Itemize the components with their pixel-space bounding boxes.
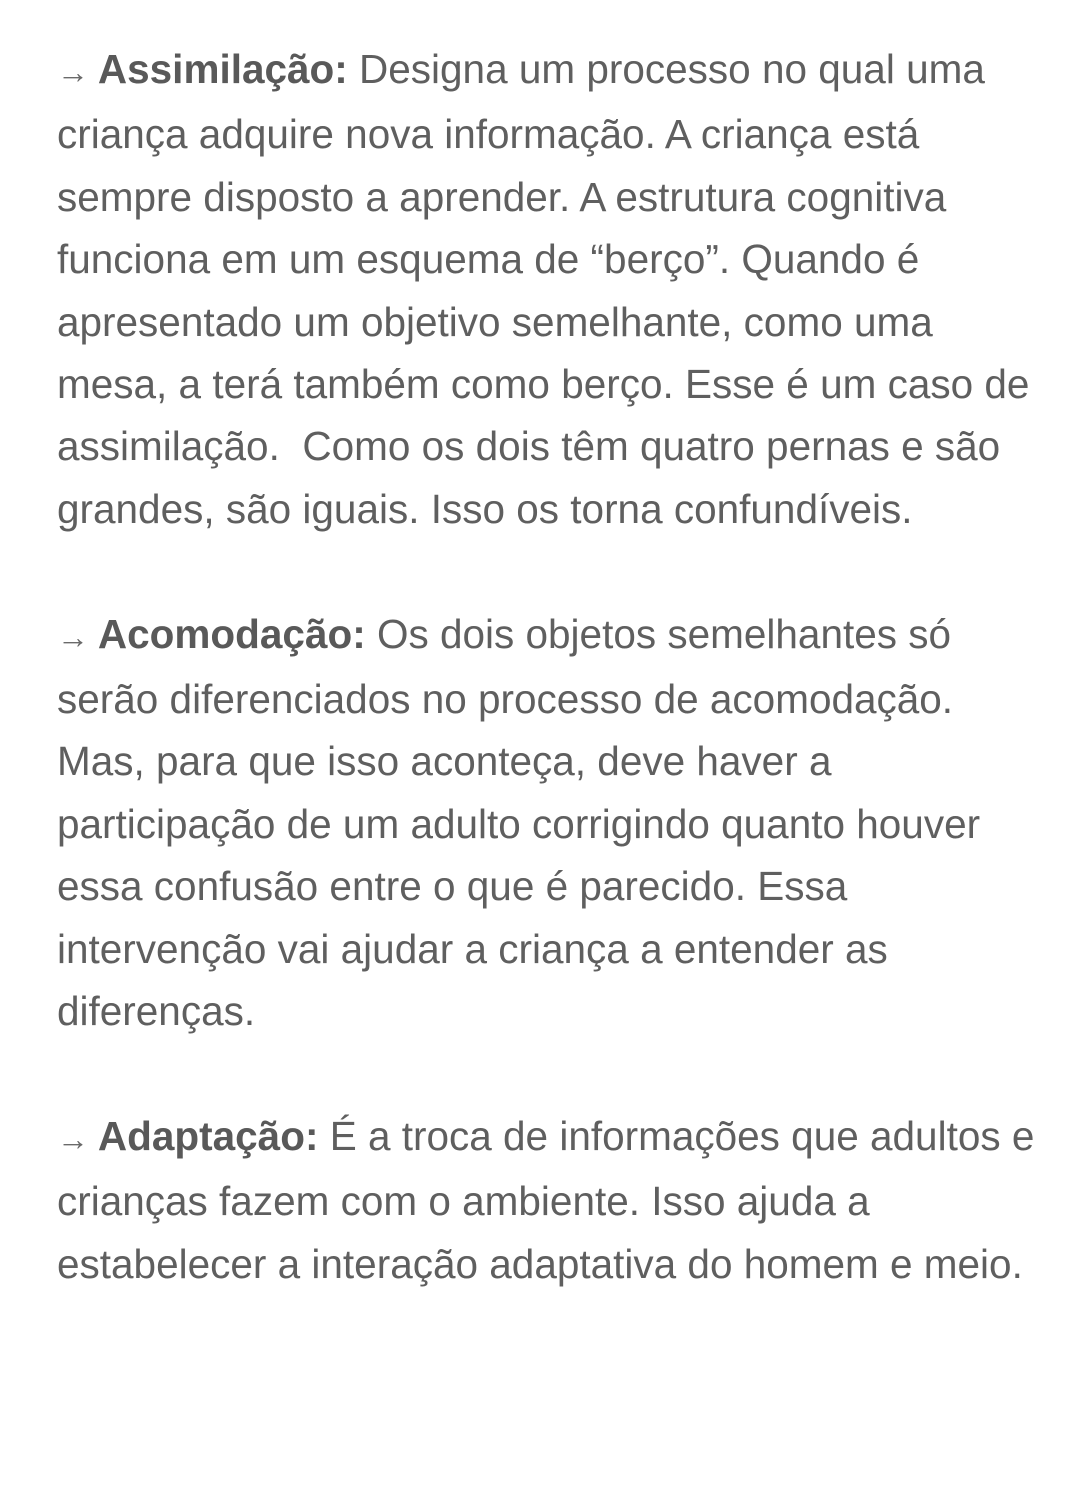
arrow-right-icon: → [57, 54, 98, 90]
paragraph-adaptacao [57, 1105, 1047, 1295]
term-title: Adaptação: [97, 1112, 319, 1159]
term-title: Acomodação: [97, 610, 366, 657]
term-description: É a troca de informações que adultos e crianças fazem com o ambiente. Isso ajuda a estabelecer a interação adaptativa do homem e meio. [57, 1112, 1046, 1287]
term-description: Designa um processo no qual uma criança adquire nova informação. A criança está sempre disposto a aprender. A estrutura cognitiva funciona em um esquema de “berço”. Quando é apresentado um objetivo semelhante, como uma mesa, a terá também como berço. Esse é um caso de assimilação. Como os dois têm quatro pernas e são grandes, são iguais. Isso os torna confundíveis. [57, 46, 1041, 532]
term-description: Os dois objetos semelhantes só serão diferenciados no processo de acomodação. Mas, para que isso aconteça, deve haver a participação de um adulto corrigindo quanto houver essa confusão entre o que é parecido. Essa intervenção vai ajudar a criança a entender as diferenças. [57, 610, 992, 1035]
article-content [57, 38, 1047, 1357]
term-title: Assimilação: [97, 46, 348, 92]
arrow-right-icon: → [57, 1120, 98, 1157]
paragraph-acomodacao [57, 603, 1047, 1043]
arrow-right-icon: → [57, 618, 98, 655]
paragraph-assimilacao [57, 38, 1047, 540]
